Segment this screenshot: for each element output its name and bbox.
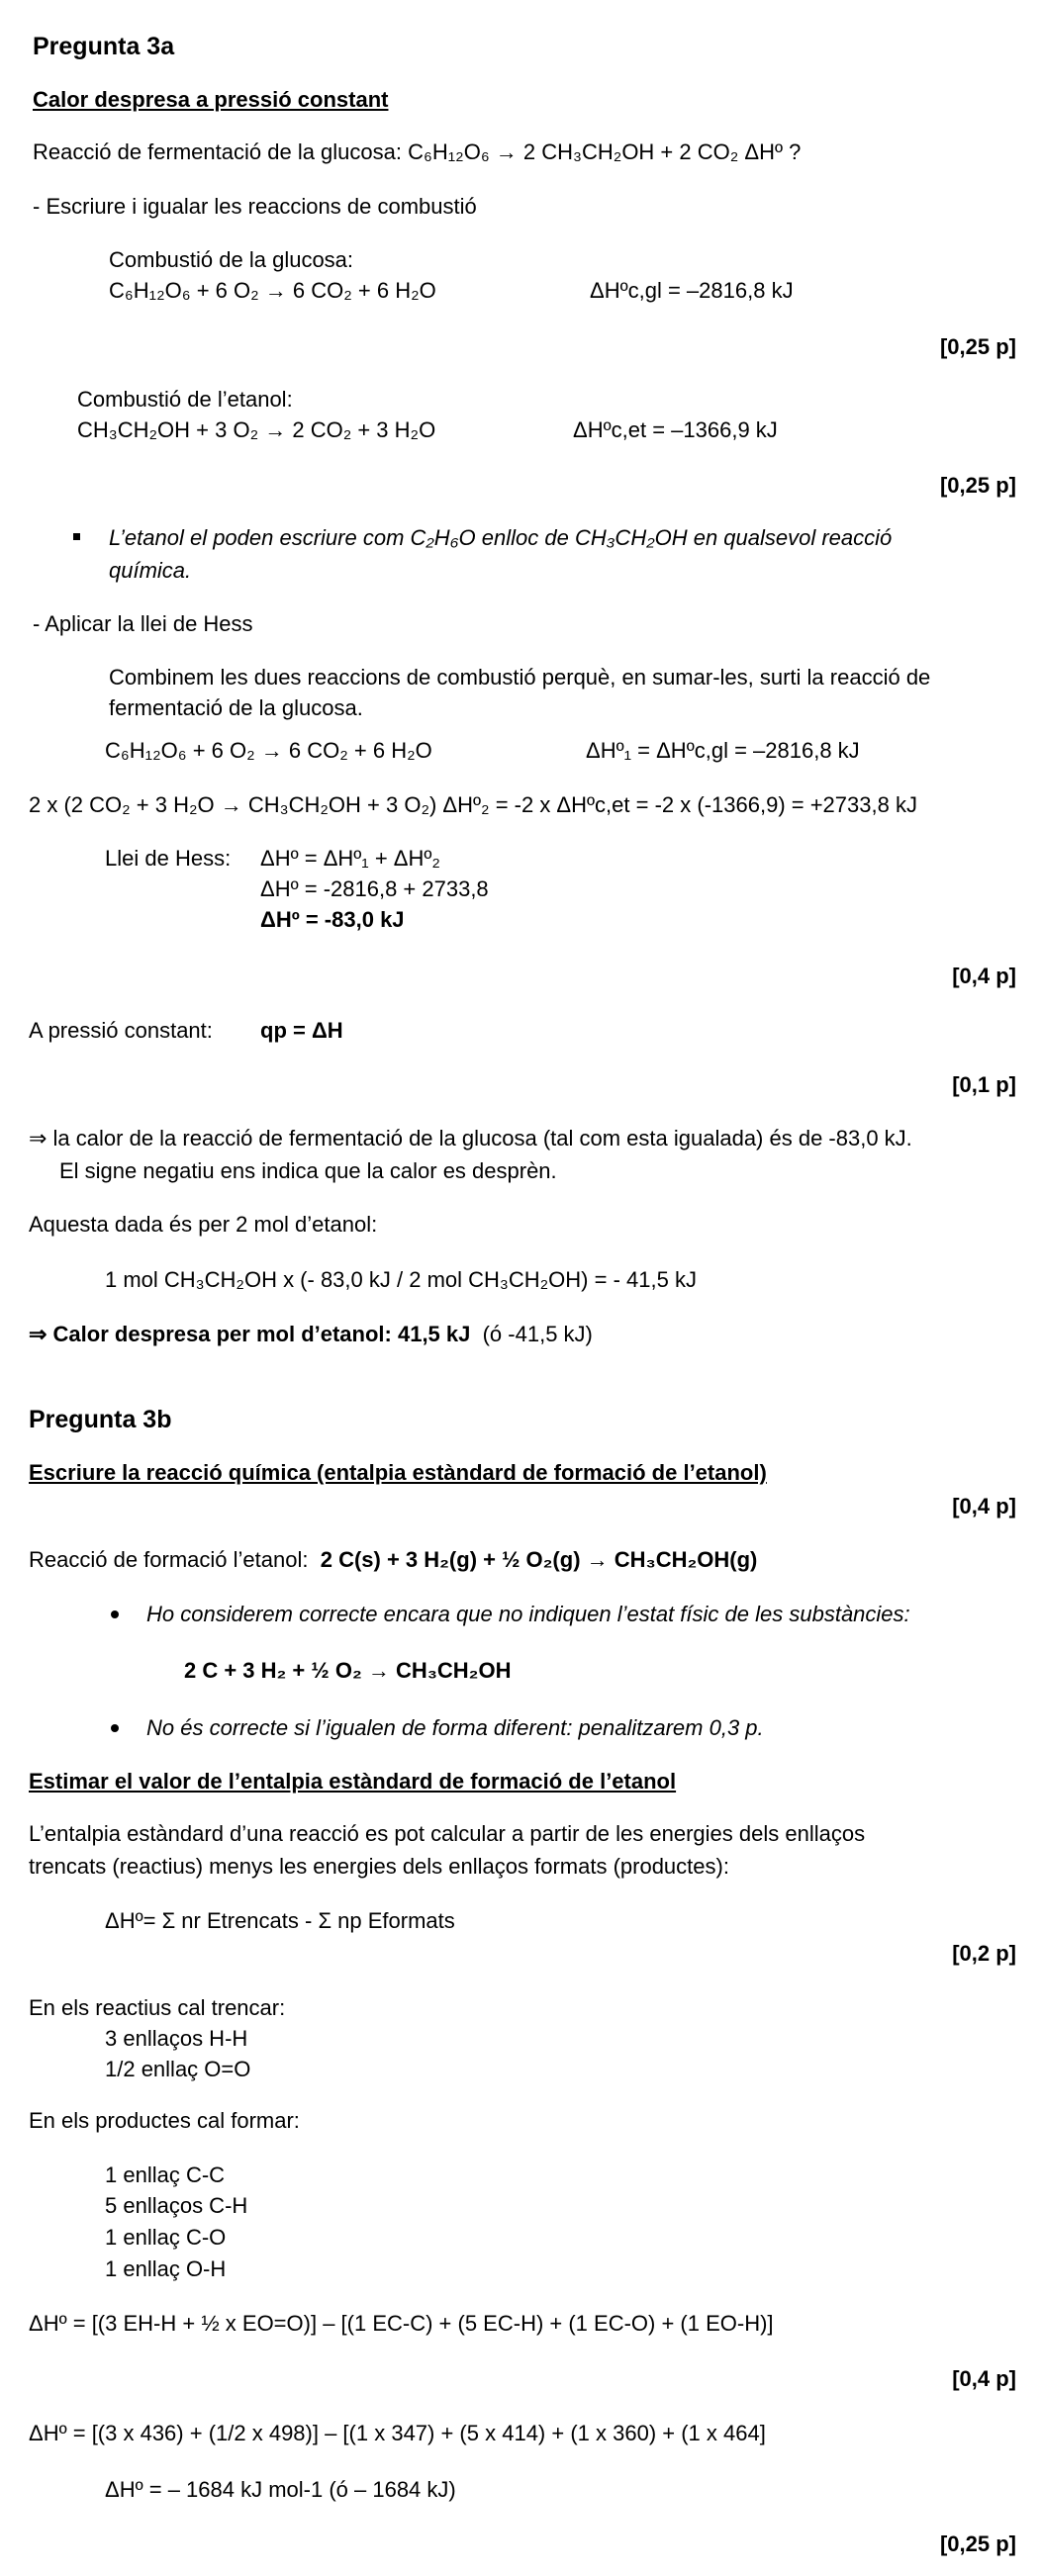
note-ethanol-formula-cont: química. [109,558,192,583]
hess-result: ΔHº = -83,0 kJ [260,907,405,932]
final-answer-alt: (ó -41,5 kJ) [482,1322,593,1346]
enthalpy-result: ΔHº = – 1684 kJ mol-1 (ó – 1684 kJ) [105,2477,456,2502]
list-item: 1 enllaç C-C [105,2162,226,2187]
bullet-icon [111,1610,119,1618]
ethanol-combustion-equation: CH₃CH₂OH + 3 O₂ → 2 CO₂ + 3 H₂O [77,417,436,442]
hess-formula-2: ΔHº = -2816,8 + 2733,8 [260,876,489,901]
hess-equation-1: C₆H₁₂O₆ + 6 O₂ → 6 CO₂ + 6 H₂O [105,738,432,763]
per-mol-calculation: 1 mol CH₃CH₂OH x (- 83,0 kJ / 2 mol CH₃CH₂OH) = - 41,5 kJ [105,1267,697,1292]
glucose-combustion-equation: C₆H₁₂O₆ + 6 O₂ → 6 CO₂ + 6 H₂O [109,278,436,303]
q3a-subtitle: Calor despresa a pressió constant [33,87,389,112]
final-answer-value: ⇒ Calor despresa per mol d’etanol: 41,5 kJ [29,1322,471,1346]
step-write-combustion: - Escriure i igualar les reaccions de combustió [33,194,477,219]
score-badge: [0,1 p] [952,1072,1016,1097]
ethanol-combustion-label: Combustió de l’etanol: [77,387,293,412]
hess-formula-1: ΔHº = ΔHº₁ + ΔHº₂ [260,846,440,871]
qp-formula: qp = ΔH [260,1018,343,1043]
hess-equation-2: 2 x (2 CO₂ + 3 H₂O → CH₃CH₂OH + 3 O₂) ΔHº₂ = -2 x ΔHºc,et = -2 x (-1366,9) = +2733,8 kJ [29,792,917,817]
products-label: En els productes cal formar: [29,2108,300,2133]
q3b-title: Pregunta 3b [29,1406,172,1433]
score-badge: [0,25 p] [939,334,1016,359]
conclusion-text-cont: El signe negatiu ens indica que la calor es desprèn. [59,1158,557,1183]
final-answer [29,1321,593,1348]
score-badge: [0,4 p] [952,964,1016,988]
list-item: 1 enllaç O-H [105,2256,227,2281]
bullet-note-penalty: No és correcte si l’igualen de forma diferent: penalitzarem 0,3 p. [146,1715,764,1740]
constant-pressure-label: A pressió constant: [29,1018,213,1043]
bond-energy-formula: ΔHº= Σ nr Etrencats - Σ np Eformats [105,1908,455,1933]
glucose-combustion-enthalpy: ΔHºc,gl = –2816,8 kJ [590,278,794,303]
combine-text-cont: fermentació de la glucosa. [109,695,363,720]
bond-energy-text-cont: trencats (reactius) menys les energies dels enllaços formats (productes): [29,1854,729,1879]
glucose-combustion-label: Combustió de la glucosa: [109,247,354,272]
list-item: 3 enllaços H-H [105,2026,248,2051]
fermentation-reaction: Reacció de fermentació de la glucosa: C₆H₁₂O₆ → 2 CH₃CH₂OH + 2 CO₂ ΔHº ? [33,139,802,164]
q3b-subtitle: Escriure la reacció química (entalpia estàndard de formació de l’etanol) [29,1460,767,1485]
conclusion-text: ⇒ la calor de la reacció de fermentació de la glucosa (tal com esta igualada) és de -83,0 kJ. [29,1126,912,1150]
bullet-icon [111,1724,119,1732]
step-hess-law: - Aplicar la llei de Hess [33,611,253,636]
score-badge: [0,2 p] [952,1941,1016,1966]
square-bullet-icon [73,533,80,540]
list-item: 5 enllaços C-H [105,2193,248,2218]
note-ethanol-formula: L’etanol el poden escriure com C₂H₆O enlloc de CH₃CH₂OH en qualsevol reacció [109,525,893,550]
score-badge: [0,25 p] [939,2531,1016,2556]
formation-reaction [29,1546,757,1574]
reactants-label: En els reactius cal trencar: [29,1995,286,2020]
enthalpy-numeric-equation: ΔHº = [(3 x 436) + (1/2 x 498)] – [(1 x 347) + (5 x 414) + (1 x 360) + (1 x 464] [29,2421,766,2445]
q3a-title: Pregunta 3a [33,33,175,60]
hess-enthalpy-1: ΔHº₁ = ΔHºc,gl = –2816,8 kJ [586,738,860,763]
score-badge: [0,4 p] [952,2366,1016,2391]
score-badge: [0,4 p] [952,1494,1016,1518]
list-item: 1/2 enllaç O=O [105,2057,251,2081]
per-mol-text: Aquesta dada és per 2 mol d’etanol: [29,1212,378,1237]
ethanol-combustion-enthalpy: ΔHºc,et = –1366,9 kJ [573,417,778,442]
enthalpy-symbolic-equation: ΔHº = [(3 EH-H + ½ x EO=O)] – [(1 EC-C) + (5 EC-H) + (1 EC-O) + (1 EO-H)] [29,2311,774,2336]
combine-text: Combinem les dues reaccions de combustió perquè, en sumar-les, surti la reacció de [109,665,931,690]
formation-reaction-equation: 2 C(s) + 3 H₂(g) + ½ O₂(g) → CH₃CH₂OH(g) [320,1547,758,1572]
list-item: 1 enllaç C-O [105,2225,227,2250]
formation-equation-simple: 2 C + 3 H₂ + ½ O₂ → CH₃CH₂OH [184,1658,512,1683]
score-badge: [0,25 p] [939,473,1016,498]
bond-energy-text: L’entalpia estàndard d’una reacció es pot calcular a partir de les energies dels enllaços [29,1821,866,1846]
formation-reaction-label: Reacció de formació l’etanol: [29,1547,309,1572]
bullet-note-state: Ho considerem correcte encara que no indiquen l’estat físic de les substàncies: [146,1602,910,1626]
q3b-subtitle-2: Estimar el valor de l’entalpia estàndard de formació de l’etanol [29,1769,677,1794]
hess-label: Llei de Hess: [105,846,232,871]
